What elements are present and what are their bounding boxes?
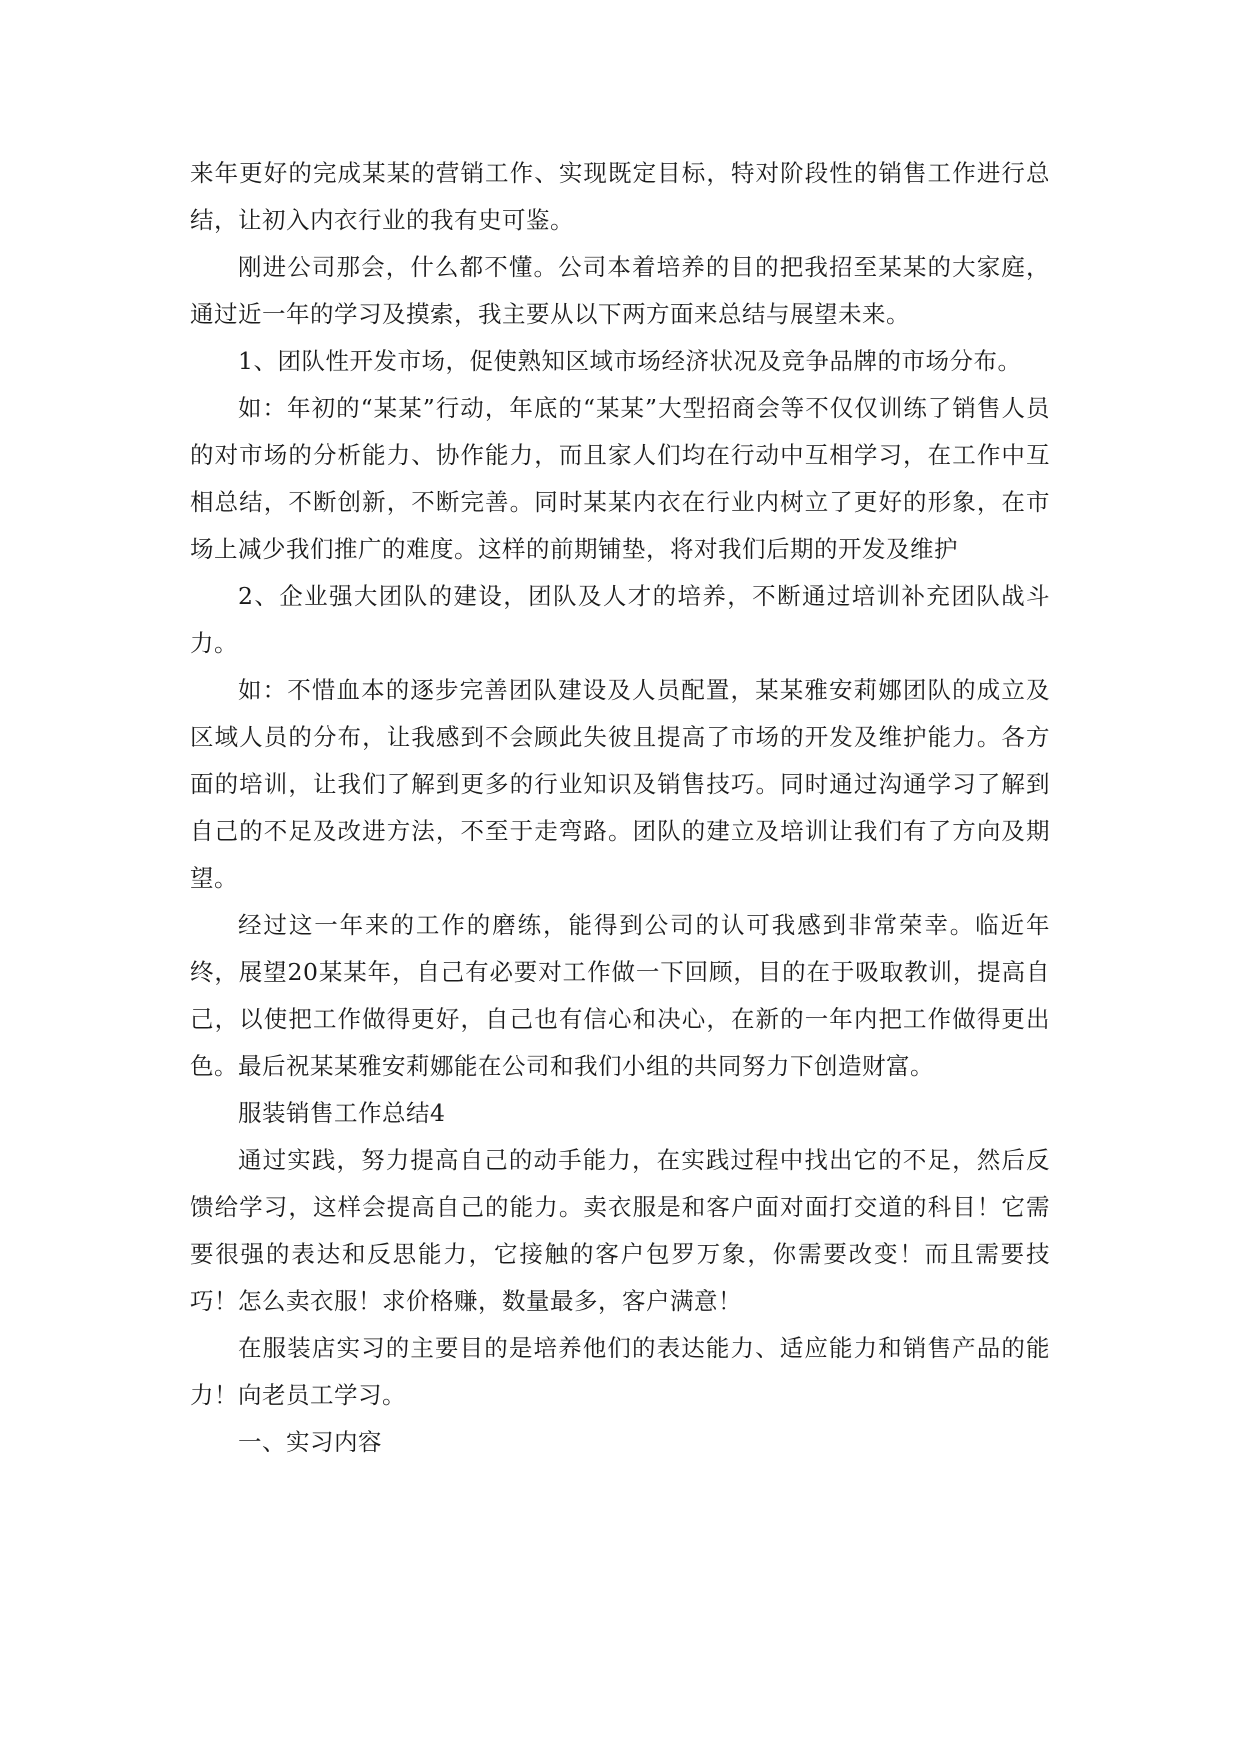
paragraph-intro-continuation: 来年更好的完成某某的营销工作、实现既定目标，特对阶段性的销售工作进行总结，让初入内衣行业的我有史可鉴。 [190,159,1050,234]
paragraph-internship-purpose: 在服装店实习的主要目的是培养他们的表达能力、适应能力和销售产品的能力！向老员工学习。 [190,1334,1050,1409]
paragraph-point-2-example: 如：不惜血本的逐步完善团队建设及人员配置，某某雅安莉娜团队的成立及区域人员的分布，让我感到不会顾此失彼且提高了市场的开发及维护能力。各方面的培训，让我们了解到更多的行业知识及销售技巧。同时通过沟通学习了解到自己的不足及改进方法，不至于走弯路。团队的建立及培训让我们有了方向及期望。 [190,676,1050,892]
paragraph-year-end-reflection: 经过这一年来的工作的磨练，能得到公司的认可我感到非常荣幸。临近年终，展望20某某年，自己有必要对工作做一下回顾，目的在于吸取教训，提高自己，以使把工作做得更好，自己也有信心和决心，在新的一年内把工作做得更出色。最后祝某某雅安莉娜能在公司和我们小组的共同努力下创造财富。 [190,911,1050,1080]
paragraph-practice: 通过实践，努力提高自己的动手能力，在实践过程中找出它的不足，然后反馈给学习，这样会提高自己的能力。卖衣服是和客户面对面打交道的科目！它需要很强的表达和反思能力，它接触的客户包罗万象，你需要改变！而且需要技巧！怎么卖衣服！求价格赚，数量最多，客户满意！ [190,1146,1050,1315]
section-title-internship-content: 一、实习内容 [238,1428,382,1456]
document-page [190,150,1050,1466]
paragraph-point-1-heading: 1、团队性开发市场，促使熟知区域市场经济状况及竞争品牌的市场分布。 [238,347,1022,375]
section-title-summary-4: 服装销售工作总结4 [238,1099,446,1127]
paragraph-point-1-example: 如：年初的“某某”行动，年底的“某某”大型招商会等不仅仅训练了销售人员的对市场的分析能力、协作能力，而且家人们均在行动中互相学习，在工作中互相总结，不断创新，不断完善。同时某某内衣在行业内树立了更好的形象，在市场上减少我们推广的难度。这样的前期铺垫，将对我们后期的开发及维护 [190,394,1050,563]
paragraph-joining-company: 刚进公司那会，什么都不懂。公司本着培养的目的把我招至某某的大家庭，通过近一年的学习及摸索，我主要从以下两方面来总结与展望未来。 [190,253,1050,328]
paragraph-point-2-heading: 2、企业强大团队的建设，团队及人才的培养，不断通过培训补充团队战斗力。 [190,582,1050,657]
